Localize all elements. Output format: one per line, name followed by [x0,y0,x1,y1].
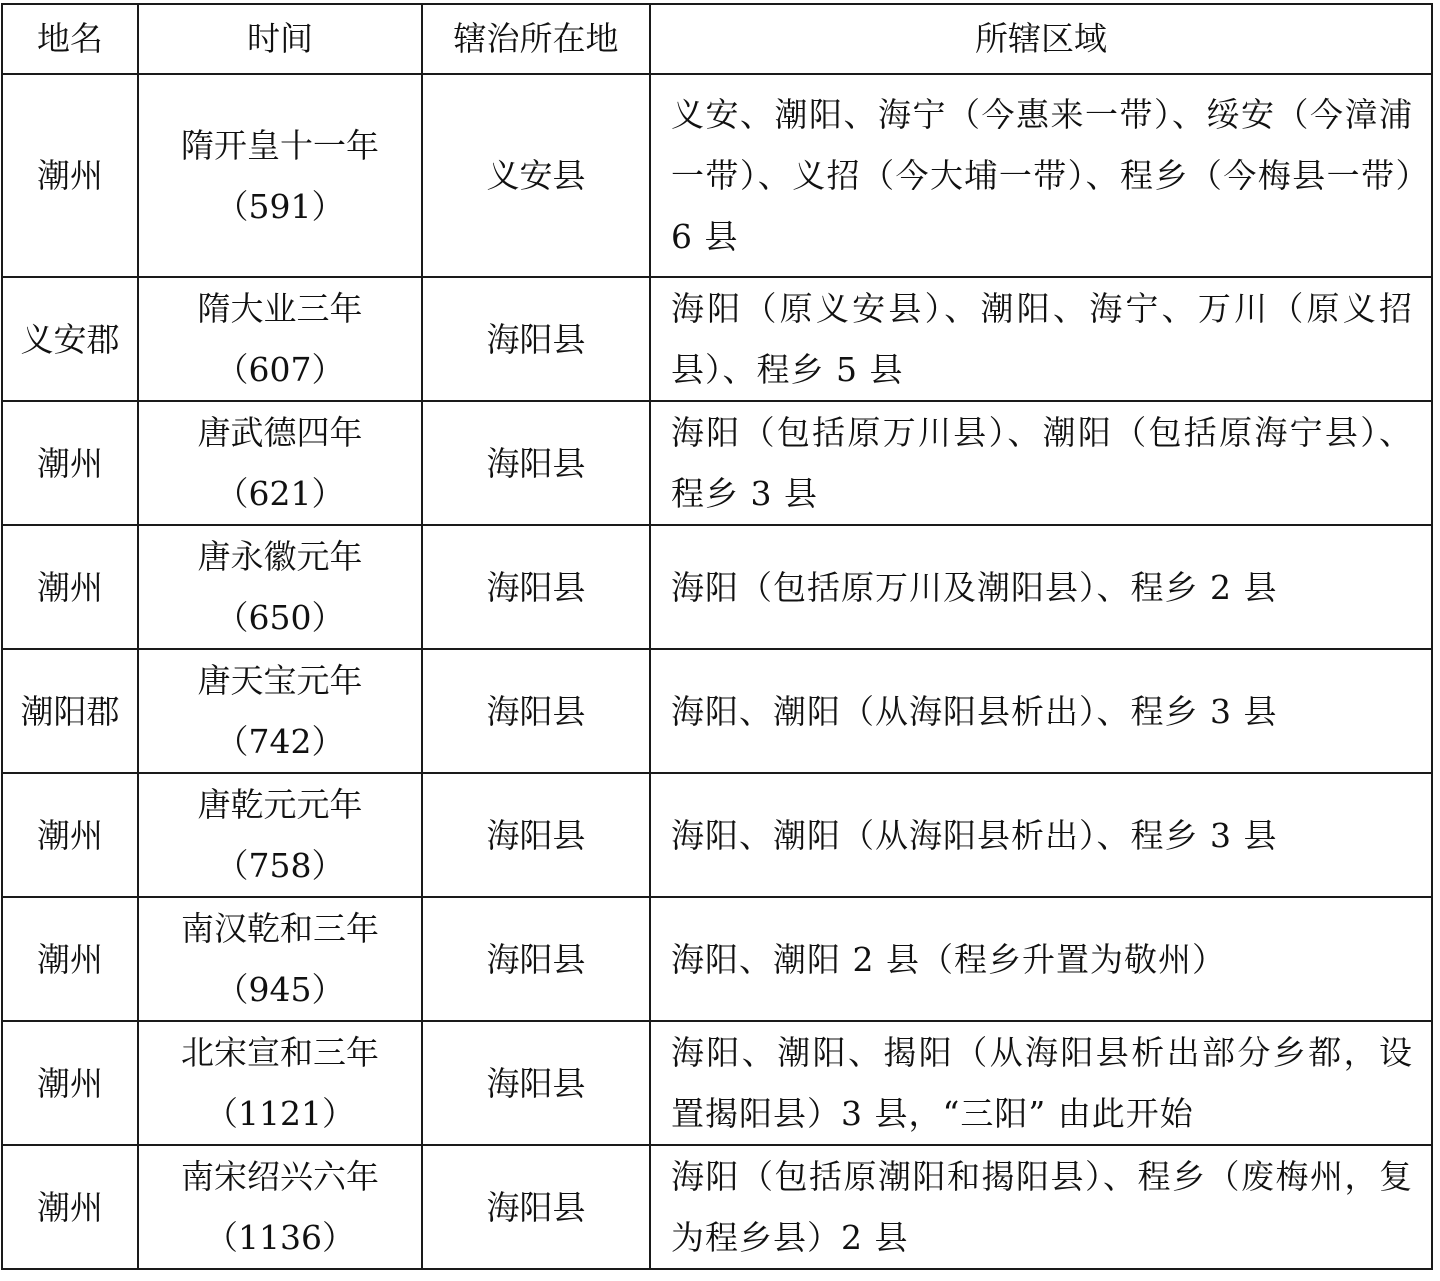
place-name-cell: 义安郡 [2,277,138,401]
time-era: 唐永徽元年 [197,537,363,576]
table-header [2,4,1432,74]
area-cell: 海阳、潮阳（从海阳县析出）、程乡 3 县 [650,773,1432,897]
header-seat: 辖治所在地 [422,4,650,74]
time-cell [138,401,422,525]
area-cell: 海阳、潮阳（从海阳县析出）、程乡 3 县 [650,649,1432,773]
table-row [2,401,1432,525]
time-cell [138,525,422,649]
place-name-cell: 潮州 [2,401,138,525]
area-cell: 海阳、潮阳、揭阳（从海阳县析出部分乡都，设置揭阳县）3 县，“三阳” 由此开始 [650,1021,1432,1145]
table-row [2,649,1432,773]
place-name-cell: 潮州 [2,1145,138,1269]
area-cell: 海阳、潮阳 2 县（程乡升置为敬州） [650,897,1432,1021]
seat-cell: 义安县 [422,74,650,277]
time-era: 隋大业三年 [197,289,363,328]
time-cell [138,74,422,277]
time-cell [138,649,422,773]
time-year: （1121） [205,1094,355,1133]
time-cell [138,277,422,401]
time-era: 南汉乾和三年 [181,909,379,948]
time-year: （650） [215,598,345,637]
place-name-cell: 潮州 [2,525,138,649]
time-cell [138,1021,422,1145]
area-cell: 海阳（包括原万川及潮阳县）、程乡 2 县 [650,525,1432,649]
place-name-cell: 潮州 [2,773,138,897]
time-year: （607） [215,350,345,389]
area-cell: 海阳（包括原潮阳和揭阳县）、程乡（废梅州，复为程乡县）2 县 [650,1145,1432,1269]
time-era: 北宋宣和三年 [181,1033,379,1072]
seat-cell: 海阳县 [422,401,650,525]
table-body [2,74,1432,1269]
history-table [1,3,1433,1270]
header-place-name: 地名 [2,4,138,74]
time-era: 唐天宝元年 [197,661,363,700]
header-time: 时间 [138,4,422,74]
table-row [2,74,1432,277]
seat-cell: 海阳县 [422,649,650,773]
table-row [2,1145,1432,1269]
area-cell: 义安、潮阳、海宁（今惠来一带）、绥安（今漳浦一带）、义招（今大埔一带）、程乡（今梅县一带）6 县 [650,74,1432,277]
time-year: （945） [215,970,345,1009]
header-area: 所辖区域 [650,4,1432,74]
seat-cell: 海阳县 [422,525,650,649]
place-name-cell: 潮州 [2,1021,138,1145]
time-cell [138,897,422,1021]
time-era: 唐乾元元年 [197,785,363,824]
time-year: （742） [215,722,345,761]
time-cell [138,773,422,897]
place-name-cell: 潮州 [2,74,138,277]
time-cell [138,1145,422,1269]
time-era: 隋开皇十一年 [181,125,379,165]
seat-cell: 海阳县 [422,1021,650,1145]
time-year: （591） [215,186,345,226]
time-year: （758） [215,846,345,885]
time-year: （621） [215,474,345,513]
seat-cell: 海阳县 [422,1145,650,1269]
time-era: 南宋绍兴六年 [181,1157,379,1196]
table-row [2,1021,1432,1145]
area-cell: 海阳（原义安县）、潮阳、海宁、万川（原义招县）、程乡 5 县 [650,277,1432,401]
header-row [2,4,1432,74]
place-name-cell: 潮阳郡 [2,649,138,773]
seat-cell: 海阳县 [422,897,650,1021]
table-row [2,525,1432,649]
table-row [2,773,1432,897]
time-year: （1136） [205,1218,355,1257]
place-name-cell: 潮州 [2,897,138,1021]
seat-cell: 海阳县 [422,277,650,401]
time-era: 唐武德四年 [197,413,363,452]
seat-cell: 海阳县 [422,773,650,897]
table-row [2,897,1432,1021]
area-cell: 海阳（包括原万川县）、潮阳（包括原海宁县）、程乡 3 县 [650,401,1432,525]
table-row [2,277,1432,401]
